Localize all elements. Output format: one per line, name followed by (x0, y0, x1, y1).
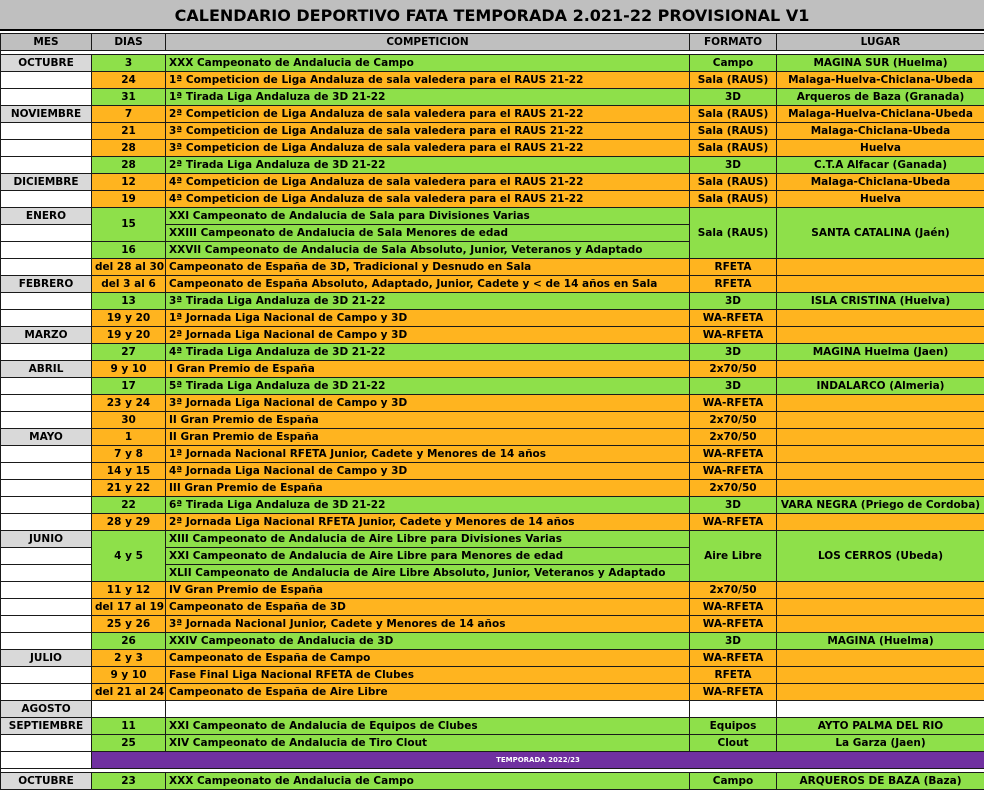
format-cell: Aire Libre (690, 531, 777, 582)
competition-cell: 1ª Jornada Liga Nacional de Campo y 3D (166, 310, 690, 327)
table-row (1, 259, 984, 276)
table-row (1, 378, 984, 395)
place-cell (777, 327, 984, 344)
place-cell (777, 361, 984, 378)
place-cell: Malaga-Chiclana-Ubeda (777, 123, 984, 140)
format-cell: WA-RFETA (690, 650, 777, 667)
format-cell: Campo (690, 773, 777, 790)
format-cell: 3D (690, 293, 777, 310)
days-cell: 23 (92, 773, 166, 790)
month-cell (1, 514, 92, 531)
competition-cell: 6ª Tirada Liga Andaluza de 3D 21-22 (166, 497, 690, 514)
format-cell: 3D (690, 344, 777, 361)
competition-cell: XIV Campeonato de Andalucia de Tiro Clout (166, 735, 690, 752)
month-cell (1, 548, 92, 565)
month-cell: OCTUBRE (1, 773, 92, 790)
competition-cell: Fase Final Liga Nacional RFETA de Clubes (166, 667, 690, 684)
competition-cell: 4ª Competicion de Liga Andaluza de sala valedera para el RAUS 21-22 (166, 174, 690, 191)
month-cell (1, 735, 92, 752)
table-row (1, 55, 984, 72)
table-row (1, 701, 984, 718)
place-cell: VARA NEGRA (Priego de Cordoba) (777, 497, 984, 514)
month-cell (1, 378, 92, 395)
competition-cell: 2ª Competicion de Liga Andaluza de sala valedera para el RAUS 21-22 (166, 106, 690, 123)
place-cell (777, 701, 984, 718)
format-cell: RFETA (690, 259, 777, 276)
table-row (1, 293, 984, 310)
days-cell: 23 y 24 (92, 395, 166, 412)
season-banner: TEMPORADA 2022/23 (92, 752, 984, 769)
table-row (1, 616, 984, 633)
competition-cell (166, 701, 690, 718)
table-row (1, 208, 984, 225)
competition-cell: 3ª Tirada Liga Andaluza de 3D 21-22 (166, 293, 690, 310)
days-cell: 28 y 29 (92, 514, 166, 531)
table-row (1, 463, 984, 480)
place-cell (777, 684, 984, 701)
month-cell: FEBRERO (1, 276, 92, 293)
days-cell: 12 (92, 174, 166, 191)
table-row (1, 361, 984, 378)
days-cell: 14 y 15 (92, 463, 166, 480)
format-cell: Sala (RAUS) (690, 208, 777, 259)
season-banner-row (1, 752, 984, 769)
place-cell (777, 650, 984, 667)
format-cell (690, 701, 777, 718)
month-cell (1, 463, 92, 480)
table-row (1, 429, 984, 446)
table-row (1, 327, 984, 344)
competition-cell: IV Gran Premio de España (166, 582, 690, 599)
days-cell: del 17 al 19 (92, 599, 166, 616)
place-cell: SANTA CATALINA (Jaén) (777, 208, 984, 259)
days-cell: 2 y 3 (92, 650, 166, 667)
place-cell: ISLA CRISTINA (Huelva) (777, 293, 984, 310)
format-cell: RFETA (690, 276, 777, 293)
month-cell (1, 344, 92, 361)
format-cell: 2x70/50 (690, 582, 777, 599)
header-dias: DIAS (92, 34, 166, 51)
format-cell: WA-RFETA (690, 514, 777, 531)
month-cell (1, 616, 92, 633)
days-cell: 11 y 12 (92, 582, 166, 599)
month-cell (1, 565, 92, 582)
place-cell: Arqueros de Baza (Granada) (777, 89, 984, 106)
format-cell: 3D (690, 633, 777, 650)
format-cell: WA-RFETA (690, 599, 777, 616)
month-cell: MAYO (1, 429, 92, 446)
place-cell (777, 276, 984, 293)
competition-cell: XXI Campeonato de Andalucia de Sala para Divisiones Varias (166, 208, 690, 225)
days-cell: 28 (92, 157, 166, 174)
table-row (1, 446, 984, 463)
month-cell (1, 752, 92, 769)
place-cell: MAGINA Huelma (Jaen) (777, 344, 984, 361)
format-cell: Sala (RAUS) (690, 72, 777, 89)
month-cell (1, 633, 92, 650)
table-row (1, 650, 984, 667)
format-cell: WA-RFETA (690, 684, 777, 701)
month-cell (1, 684, 92, 701)
month-cell (1, 599, 92, 616)
month-cell: ABRIL (1, 361, 92, 378)
competition-cell: XXVII Campeonato de Andalucia de Sala Absoluto, Junior, Veteranos y Adaptado (166, 242, 690, 259)
table-row (1, 106, 984, 123)
sheet-title: CALENDARIO DEPORTIVO FATA TEMPORADA 2.021-22 PROVISIONAL V1 (0, 0, 984, 31)
format-cell: Sala (RAUS) (690, 123, 777, 140)
competition-cell: II Gran Premio de España (166, 429, 690, 446)
place-cell (777, 446, 984, 463)
competition-cell: XLII Campeonato de Andalucia de Aire Libre Absoluto, Junior, Veteranos y Adaptado (166, 565, 690, 582)
month-cell (1, 89, 92, 106)
format-cell: 2x70/50 (690, 412, 777, 429)
place-cell: AYTO PALMA DEL RIO (777, 718, 984, 735)
table-row (1, 773, 984, 790)
format-cell: 3D (690, 497, 777, 514)
table-row (1, 276, 984, 293)
days-cell: 24 (92, 72, 166, 89)
competition-cell: Campeonato de España de 3D, Tradicional y Desnudo en Sala (166, 259, 690, 276)
month-cell (1, 123, 92, 140)
place-cell (777, 667, 984, 684)
competition-cell: XXX Campeonato de Andalucia de Campo (166, 55, 690, 72)
place-cell: Malaga-Chiclana-Ubeda (777, 174, 984, 191)
format-cell: WA-RFETA (690, 310, 777, 327)
days-cell: 1 (92, 429, 166, 446)
days-cell: 25 (92, 735, 166, 752)
table-row (1, 667, 984, 684)
competition-cell: 3ª Jornada Nacional Junior, Cadete y Menores de 14 años (166, 616, 690, 633)
days-cell: 31 (92, 89, 166, 106)
table-row (1, 395, 984, 412)
competition-cell: 5ª Tirada Liga Andaluza de 3D 21-22 (166, 378, 690, 395)
month-cell (1, 72, 92, 89)
format-cell: WA-RFETA (690, 463, 777, 480)
month-cell (1, 480, 92, 497)
competition-cell: 4ª Competicion de Liga Andaluza de sala valedera para el RAUS 21-22 (166, 191, 690, 208)
format-cell: Sala (RAUS) (690, 174, 777, 191)
place-cell (777, 412, 984, 429)
days-cell: 3 (92, 55, 166, 72)
month-cell (1, 191, 92, 208)
days-cell: 13 (92, 293, 166, 310)
days-cell: 7 (92, 106, 166, 123)
place-cell (777, 582, 984, 599)
place-cell (777, 259, 984, 276)
days-cell: 28 (92, 140, 166, 157)
place-cell: INDALARCO (Almeria) (777, 378, 984, 395)
table-row (1, 123, 984, 140)
days-cell: 15 (92, 208, 166, 242)
calendar-table (0, 33, 984, 790)
month-cell: JULIO (1, 650, 92, 667)
place-cell: MAGINA SUR (Huelma) (777, 55, 984, 72)
table-row (1, 174, 984, 191)
days-cell: 19 (92, 191, 166, 208)
days-cell: 9 y 10 (92, 667, 166, 684)
days-cell: 21 (92, 123, 166, 140)
competition-cell: 3ª Jornada Liga Nacional de Campo y 3D (166, 395, 690, 412)
days-cell: 16 (92, 242, 166, 259)
format-cell: WA-RFETA (690, 395, 777, 412)
competition-cell: Campeonato de España de Aire Libre (166, 684, 690, 701)
days-cell: 30 (92, 412, 166, 429)
place-cell (777, 616, 984, 633)
place-cell (777, 429, 984, 446)
month-cell (1, 225, 92, 242)
month-cell (1, 582, 92, 599)
days-cell: del 21 al 24 (92, 684, 166, 701)
place-cell: Huelva (777, 140, 984, 157)
days-cell: 27 (92, 344, 166, 361)
competition-cell: 2ª Jornada Liga Nacional de Campo y 3D (166, 327, 690, 344)
competition-cell: XXIV Campeonato de Andalucia de 3D (166, 633, 690, 650)
place-cell (777, 514, 984, 531)
table-row (1, 140, 984, 157)
table-row (1, 582, 984, 599)
format-cell: Sala (RAUS) (690, 140, 777, 157)
days-cell: 9 y 10 (92, 361, 166, 378)
competition-cell: 3ª Competicion de Liga Andaluza de sala valedera para el RAUS 21-22 (166, 123, 690, 140)
table-row (1, 157, 984, 174)
days-cell: 25 y 26 (92, 616, 166, 633)
format-cell: 3D (690, 89, 777, 106)
days-cell: 17 (92, 378, 166, 395)
competition-cell: 4ª Tirada Liga Andaluza de 3D 21-22 (166, 344, 690, 361)
month-cell (1, 446, 92, 463)
competition-cell: Campeonato de España de Campo (166, 650, 690, 667)
month-cell (1, 667, 92, 684)
format-cell: Campo (690, 55, 777, 72)
days-cell: 21 y 22 (92, 480, 166, 497)
table-row (1, 684, 984, 701)
competition-cell: XXI Campeonato de Andalucia de Aire Libre para Menores de edad (166, 548, 690, 565)
competition-cell: III Gran Premio de España (166, 480, 690, 497)
month-cell (1, 497, 92, 514)
header-mes: MES (1, 34, 92, 51)
days-cell: 26 (92, 633, 166, 650)
place-cell: Huelva (777, 191, 984, 208)
days-cell: 22 (92, 497, 166, 514)
place-cell: LOS CERROS (Ubeda) (777, 531, 984, 582)
competition-cell: XXIII Campeonato de Andalucia de Sala Menores de edad (166, 225, 690, 242)
format-cell: Sala (RAUS) (690, 191, 777, 208)
month-cell: ENERO (1, 208, 92, 225)
place-cell: MAGINA (Huelma) (777, 633, 984, 650)
competition-cell: XXI Campeonato de Andalucia de Equipos de Clubes (166, 718, 690, 735)
place-cell: ARQUEROS DE BAZA (Baza) (777, 773, 984, 790)
header-formato: FORMATO (690, 34, 777, 51)
table-row (1, 633, 984, 650)
days-cell: 11 (92, 718, 166, 735)
format-cell: RFETA (690, 667, 777, 684)
header-competicion: COMPETICION (166, 34, 690, 51)
table-row (1, 531, 984, 548)
competition-cell: 1ª Tirada Liga Andaluza de 3D 21-22 (166, 89, 690, 106)
month-cell: OCTUBRE (1, 55, 92, 72)
days-cell: 19 y 20 (92, 310, 166, 327)
place-cell: La Garza (Jaen) (777, 735, 984, 752)
month-cell: AGOSTO (1, 701, 92, 718)
month-cell (1, 242, 92, 259)
days-cell: del 3 al 6 (92, 276, 166, 293)
place-cell (777, 463, 984, 480)
days-cell (92, 701, 166, 718)
days-cell: 7 y 8 (92, 446, 166, 463)
days-cell: 19 y 20 (92, 327, 166, 344)
table-row (1, 514, 984, 531)
format-cell: WA-RFETA (690, 446, 777, 463)
place-cell: Malaga-Huelva-Chiclana-Ubeda (777, 72, 984, 89)
format-cell: Sala (RAUS) (690, 106, 777, 123)
place-cell: C.T.A Alfacar (Ganada) (777, 157, 984, 174)
month-cell (1, 293, 92, 310)
format-cell: 2x70/50 (690, 429, 777, 446)
month-cell (1, 412, 92, 429)
competition-cell: Campeonato de España de 3D (166, 599, 690, 616)
table-row (1, 497, 984, 514)
month-cell: JUNIO (1, 531, 92, 548)
table-row (1, 191, 984, 208)
header-lugar: LUGAR (777, 34, 984, 51)
month-cell: DICIEMBRE (1, 174, 92, 191)
month-cell (1, 157, 92, 174)
table-row (1, 344, 984, 361)
competition-cell: 2ª Jornada Liga Nacional RFETA Junior, Cadete y Menores de 14 años (166, 514, 690, 531)
place-cell (777, 480, 984, 497)
table-row (1, 89, 984, 106)
competition-cell: 3ª Competicion de Liga Andaluza de sala valedera para el RAUS 21-22 (166, 140, 690, 157)
competition-cell: I Gran Premio de España (166, 361, 690, 378)
format-cell: 3D (690, 378, 777, 395)
format-cell: 2x70/50 (690, 361, 777, 378)
month-cell: SEPTIEMBRE (1, 718, 92, 735)
month-cell (1, 395, 92, 412)
competition-cell: 2ª Tirada Liga Andaluza de 3D 21-22 (166, 157, 690, 174)
table-row (1, 599, 984, 616)
format-cell: Clout (690, 735, 777, 752)
competition-cell: Campeonato de España Absoluto, Adaptado, Junior, Cadete y < de 14 años en Sala (166, 276, 690, 293)
table-row (1, 72, 984, 89)
competition-cell: XXX Campeonato de Andalucia de Campo (166, 773, 690, 790)
format-cell: 3D (690, 157, 777, 174)
place-cell: Malaga-Huelva-Chiclana-Ubeda (777, 106, 984, 123)
days-cell: 4 y 5 (92, 531, 166, 582)
place-cell (777, 395, 984, 412)
format-cell: WA-RFETA (690, 616, 777, 633)
format-cell: Equipos (690, 718, 777, 735)
place-cell (777, 599, 984, 616)
competition-cell: 4ª Jornada Liga Nacional de Campo y 3D (166, 463, 690, 480)
days-cell: del 28 al 30 (92, 259, 166, 276)
month-cell (1, 140, 92, 157)
month-cell: MARZO (1, 327, 92, 344)
format-cell: WA-RFETA (690, 327, 777, 344)
format-cell: 2x70/50 (690, 480, 777, 497)
competition-cell: II Gran Premio de España (166, 412, 690, 429)
table-row (1, 718, 984, 735)
competition-cell: 1ª Jornada Nacional RFETA Junior, Cadete y Menores de 14 años (166, 446, 690, 463)
month-cell (1, 310, 92, 327)
table-row (1, 310, 984, 327)
competition-cell: 1ª Competicion de Liga Andaluza de sala valedera para el RAUS 21-22 (166, 72, 690, 89)
place-cell (777, 310, 984, 327)
competition-cell: XIII Campeonato de Andalucia de Aire Libre para Divisiones Varias (166, 531, 690, 548)
month-cell (1, 259, 92, 276)
header-row (1, 34, 984, 51)
table-row (1, 412, 984, 429)
month-cell: NOVIEMBRE (1, 106, 92, 123)
table-row (1, 735, 984, 752)
table-row (1, 480, 984, 497)
